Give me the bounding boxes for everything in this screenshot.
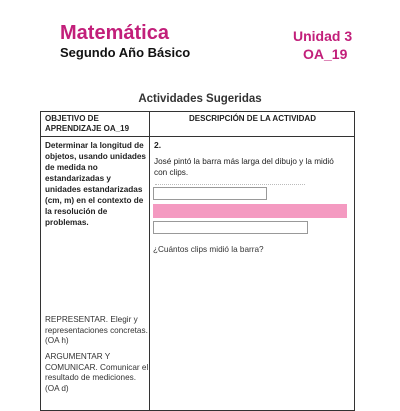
skill-representar-text: Elegir y representaciones concretas. (OA h) [45, 315, 148, 345]
skill-argumentar [45, 352, 149, 394]
activity-number: 2. [154, 140, 162, 150]
objective-column-header: OBJETIVO DE APRENDIZAJE OA_19 [45, 114, 130, 133]
oa-label: OA_19 [303, 46, 348, 62]
header-divider [41, 136, 354, 137]
bar-short [153, 187, 267, 200]
page-subtitle: Segundo Año Básico [60, 45, 191, 60]
learning-objective: Determinar la longitud de objetos, usando unidades de medida no estandarizadas y unidades estandarizadas (cm, m) en el contexto de la resolución de problemas. [45, 141, 146, 227]
clips-row-dots [155, 184, 305, 185]
bar-longest-painted [153, 204, 347, 218]
skill-argumentar-name: ARGUMENTAR Y COMUNICAR. [45, 352, 111, 372]
section-title: Actividades Sugeridas [138, 93, 262, 105]
description-column-header: DESCRIPCIÓN DE LA ACTIVIDAD [189, 114, 316, 123]
activity-question: ¿Cuántos clips midió la barra? [153, 245, 264, 254]
page-title: Matemática [60, 22, 169, 44]
activity-description: José pintó la barra más larga del dibujo y la midió con clips. [154, 157, 334, 177]
bar-medium [153, 221, 308, 234]
column-divider [149, 112, 150, 410]
skill-representar-name: REPRESENTAR. [45, 315, 109, 324]
unit-label: Unidad 3 [293, 28, 353, 44]
skill-representar [45, 315, 149, 347]
activity-table [40, 111, 355, 411]
skill-argumentar-text: Comunicar el resultado de mediciones. (OA d) [45, 362, 149, 393]
